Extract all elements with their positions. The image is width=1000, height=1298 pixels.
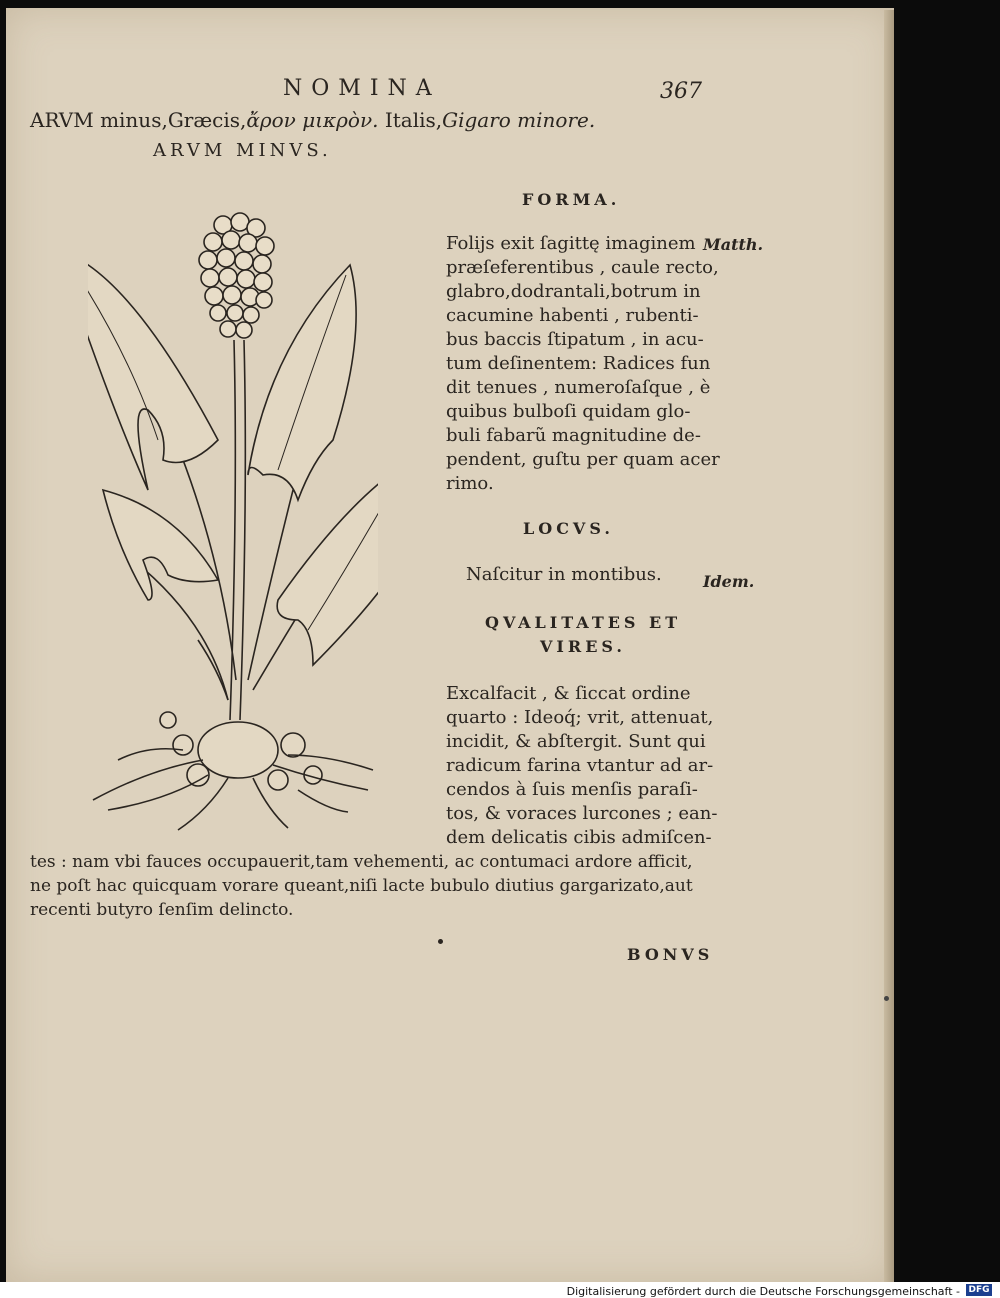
qualitates-line: radicum farina vtantur ad ar- <box>446 755 714 776</box>
latin-name: ARVM minus,Græcis, <box>30 108 247 132</box>
qualitates-line: Excalfacit , & ſiccat ordine <box>446 683 691 704</box>
italis-label: Italis, <box>378 108 443 132</box>
qualitates-text-narrow <box>446 682 717 850</box>
forma-line: dit tenues , numeroſaſque , è <box>446 377 711 398</box>
catchword: BONVS <box>627 945 714 964</box>
forma-line: præſeferentibus , caule recto, <box>446 257 719 278</box>
arum-woodcut-illustration <box>88 200 378 840</box>
qualitates-line: ne poſt hac quicquam vorare queant,niſi lacte bubulo diutius gargarizato,aut <box>30 876 693 896</box>
names-line <box>30 108 595 132</box>
page-number: 367 <box>660 79 702 104</box>
forma-line: cacumine habenti , rubenti- <box>446 305 699 326</box>
edge-dot <box>884 996 889 1001</box>
plant-caption: ARVM MINVS. <box>153 140 332 161</box>
qualitates-line: recenti butyro ſenſim delincto. <box>30 900 294 920</box>
greek-name: ἄρον μικρὸν. <box>246 108 379 132</box>
margin-note-idem: Idem. <box>703 572 755 591</box>
qualitates-line: incidit, & abſtergit. Sunt qui <box>446 731 706 752</box>
dfg-credit: Digitalisierung gefördert durch die Deutsche Forschungsgemeinschaft - <box>566 1285 960 1298</box>
qualitates-line: cendos à ſuis menſis paraſi- <box>446 779 698 800</box>
dfg-logo: DFG <box>966 1284 992 1296</box>
qualitates-text-wide <box>30 850 693 922</box>
forma-line: quibus bulboſi quidam glo- <box>446 401 691 422</box>
forma-heading: FORMA. <box>522 190 621 209</box>
forma-line: Folijs exit ſagittę imaginem <box>446 233 696 254</box>
vires-heading: VIRES. <box>540 637 626 656</box>
running-header: NOMINA <box>283 76 441 101</box>
berry-cluster <box>199 213 274 338</box>
qualitates-heading: QVALITATES ET <box>485 613 682 632</box>
forma-line: tum deſinentem: Radices fun <box>446 353 711 374</box>
qualitates-line: dem delicatis cibis admiſcen- <box>446 827 712 848</box>
ink-dot <box>438 939 443 944</box>
forma-line: glabro,dodrantali,botrum in <box>446 281 701 302</box>
forma-line: buli fabarũ magnitudine de- <box>446 425 701 446</box>
qualitates-line: tos, & voraces lurcones ; ean- <box>446 803 718 824</box>
forma-line: rimo. <box>446 473 494 494</box>
qualitates-line: tes : nam vbi fauces occupauerit,tam vehementi, ac contumaci ardore afficit, <box>30 852 693 872</box>
locus-heading: LOCVS. <box>523 519 614 538</box>
forma-line: pendent, guſtu per quam acer <box>446 449 720 470</box>
forma-line: bus baccis ſtipatum , in acu- <box>446 329 704 350</box>
italian-name: Gigaro minore. <box>442 108 596 132</box>
margin-note-matth: Matth. <box>703 235 764 254</box>
page-edge <box>884 10 894 1282</box>
qualitates-line: quarto : Ideoq́; vrit, attenuat, <box>446 707 714 728</box>
locus-text: Naſcitur in montibus. <box>466 564 662 585</box>
forma-text <box>446 232 720 496</box>
